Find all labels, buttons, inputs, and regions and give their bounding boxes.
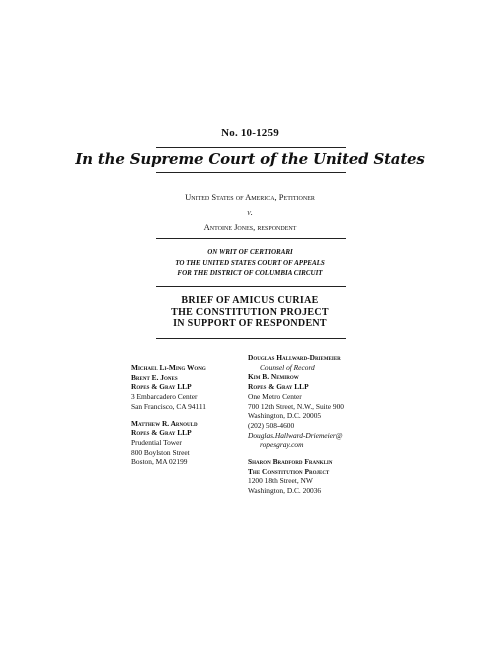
counsel-of-record-label: Counsel of Record [260, 362, 315, 372]
attorney-hallward-driemeier: Douglas Hallward-Driemeier [248, 353, 341, 362]
address-line: Washington, D.C. 20005 [248, 411, 322, 421]
firm-name: Ropes & Gray LLP [248, 382, 309, 392]
brief-title-line-1: BRIEF OF AMICUS CURIAE [181, 295, 319, 306]
writ-block [0, 247, 500, 279]
address-line: 1200 18th Street, NW [248, 476, 313, 486]
address-line: Washington, D.C. 20036 [248, 486, 322, 496]
parties-rule [156, 238, 346, 239]
top-rule [156, 147, 346, 148]
brief-title-line-3: IN SUPPORT OF RESPONDENT [173, 318, 327, 329]
court-name: In the Supreme Court of the United States [75, 150, 425, 168]
attorney-franklin: Sharon Bradford Franklin [248, 457, 333, 467]
brief-title [0, 295, 500, 330]
court-rule [156, 172, 346, 173]
address-line: Boston, MA 02199 [131, 457, 188, 467]
counsel-left-column [131, 363, 206, 467]
address-line: Prudential Tower [131, 437, 182, 447]
writ-line-3: FOR THE DISTRICT OF COLUMBIA CIRCUIT [177, 269, 323, 277]
docket-number: No. 10-1259 [221, 127, 279, 139]
attorney-arnould: Matthew R. Arnould [131, 418, 198, 428]
address-line: San Francisco, CA 94111 [131, 401, 206, 411]
phone-number: (202) 508-4600 [248, 420, 295, 430]
address-line: 800 Boylston Street [131, 447, 190, 457]
versus-line: v. [247, 207, 253, 217]
attorney-wong: Michael Li-Ming Wong [131, 363, 206, 372]
title-rule [156, 338, 346, 339]
writ-rule [156, 286, 346, 287]
address-line: 3 Embarcadero Center [131, 392, 198, 402]
respondent-line: Antoine Jones, respondent [203, 222, 297, 232]
address-line: 700 12th Street, N.W., Suite 900 [248, 401, 345, 411]
counsel-right-column [248, 353, 344, 496]
writ-line-1: ON WRIT OF CERTIORARI [207, 248, 293, 256]
firm-name: Ropes & Gray LLP [131, 382, 192, 392]
email-line: ropesgray.com [260, 440, 304, 450]
petitioner-line: United States of America, Petitioner [185, 192, 315, 202]
attorney-nemirow: Kim B. Nemirow [248, 372, 299, 382]
organization-name: The Constitution Project [248, 466, 330, 476]
address-line: One Metro Center [248, 391, 302, 401]
brief-title-line-2: THE CONSTITUTION PROJECT [171, 306, 329, 318]
firm-name: Ropes & Gray LLP [131, 428, 192, 438]
email-line: Douglas.Hallward-Driemeier@ [248, 430, 343, 440]
writ-line-2: TO THE UNITED STATES COURT OF APPEALS [175, 258, 325, 267]
attorney-jones: Brent E. Jones [131, 372, 178, 382]
